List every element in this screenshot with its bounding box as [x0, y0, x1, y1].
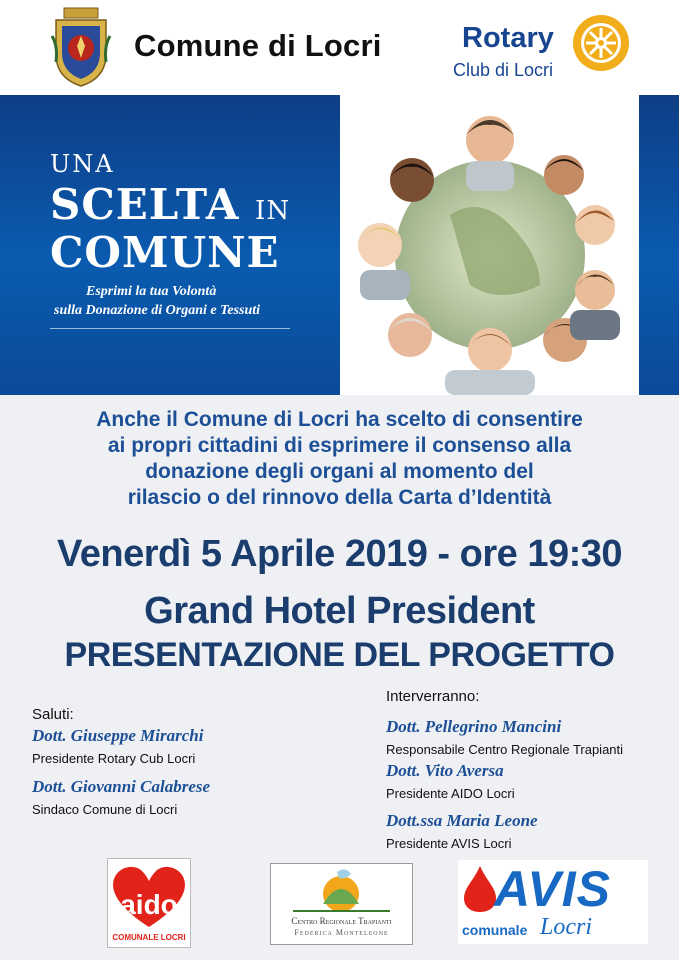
interverranno-speaker-name: Dott. Vito Aversa	[386, 761, 504, 780]
saluti-speaker-role: Presidente Rotary Cub Locri	[32, 751, 196, 766]
intro-line: rilascio o del rinnovo della Carta d’Identità	[127, 486, 552, 509]
crt-logo-line2: Federica Monteleone	[294, 928, 389, 937]
people-circle-photo	[340, 95, 639, 395]
interverranno-speaker-role: Presidente AVIS Locri	[386, 836, 512, 851]
saluti-speaker-name: Dott. Giuseppe Mirarchi	[32, 726, 204, 745]
saluti-speaker-name: Dott. Giovanni Calabrese	[32, 777, 211, 796]
aido-logo-sub: COMUNALE LOCRI	[112, 933, 186, 942]
interverranno-speaker-role: Responsabile Centro Regionale Trapianti	[386, 742, 624, 757]
centro-regionale-trapianti-logo	[270, 863, 413, 945]
banner-title-line2	[50, 180, 290, 229]
saluti-label: Saluti:	[32, 706, 74, 723]
comune-crest-icon	[50, 6, 112, 88]
saluti-speaker-role: Sindaco Comune di Locri	[32, 802, 178, 817]
avis-logo-text: AVIS	[494, 861, 611, 917]
intro-line: Anche il Comune di Locri ha scelto di consentire	[96, 408, 583, 431]
rotary-wheel-icon	[570, 12, 632, 74]
intro-line: donazione degli organi al momento del	[145, 460, 534, 483]
avis-logo	[458, 860, 648, 944]
interverranno-speaker-name: Dott. Pellegrino Mancini	[386, 717, 562, 736]
comune-title: Comune di Locri	[134, 28, 382, 63]
aido-logo-text: aido	[120, 889, 178, 920]
intro-line: ai propri cittadini di esprimere il consenso alla	[107, 434, 572, 457]
rotary-name: Rotary	[462, 22, 554, 54]
event-headline: PRESENTAZIONE DEL PROGETTO	[64, 636, 615, 674]
interverranno-speaker-name: Dott.ssa Maria Leone	[386, 811, 538, 830]
avis-logo-sub2: Locri	[540, 914, 593, 940]
aido-logo	[107, 858, 191, 948]
crt-logo-line1: Centro Regionale Trapianti	[291, 916, 392, 926]
event-venue: Grand Hotel President	[144, 590, 535, 632]
banner-title-in: IN	[255, 196, 291, 226]
banner-subtitle-line1: Esprimi la tua Volontà	[86, 284, 217, 299]
interverranno-speaker-role: Presidente AIDO Locri	[386, 786, 515, 801]
intro-paragraph	[30, 407, 649, 511]
interverranno-label: Interverranno:	[386, 688, 480, 705]
banner-title-line1: UNA	[50, 150, 115, 178]
banner-title-line3: COMUNE	[50, 228, 280, 277]
avis-logo-sub1: comunale	[462, 922, 528, 938]
banner-divider	[50, 328, 290, 329]
banner-title-scelta: SCELTA	[50, 180, 240, 229]
crt-hands-icon	[271, 864, 412, 916]
banner-subtitle-line2: sulla Donazione di Organi e Tessuti	[54, 303, 261, 318]
rotary-club-label: Club di Locri	[453, 60, 554, 80]
event-date: Venerdì 5 Aprile 2019 - ore 19:30	[56, 533, 623, 575]
